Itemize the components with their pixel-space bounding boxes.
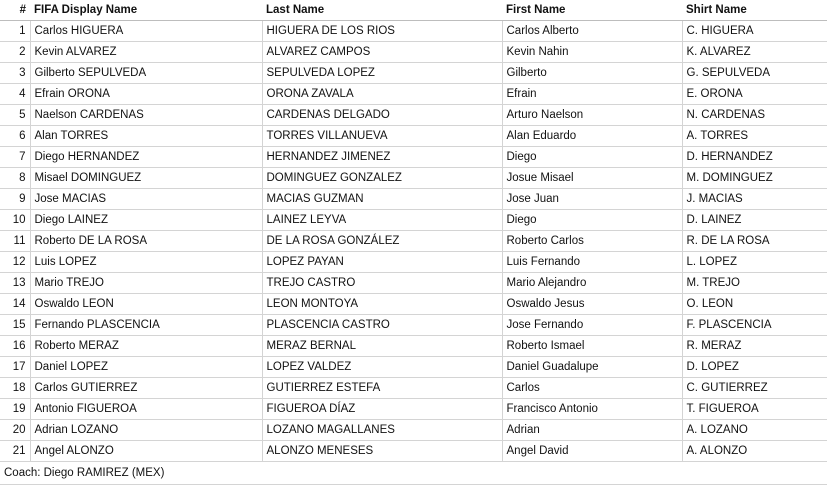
cell-fifa-display-name: Luis LOPEZ — [30, 252, 262, 273]
cell-first-name: Kevin Nahin — [502, 42, 682, 63]
cell-first-name: Arturo Naelson — [502, 105, 682, 126]
table-row — [0, 63, 827, 84]
cell-first-name: Carlos Alberto — [502, 21, 682, 42]
cell-shirt-name: G. SEPULVEDA — [682, 63, 827, 84]
cell-fifa-display-name: Naelson CARDENAS — [30, 105, 262, 126]
header-last-name: Last Name — [262, 0, 502, 21]
cell-number: 11 — [0, 231, 30, 252]
cell-number: 5 — [0, 105, 30, 126]
cell-shirt-name: C. HIGUERA — [682, 21, 827, 42]
table-row — [0, 42, 827, 63]
cell-last-name: LEON MONTOYA — [262, 294, 502, 315]
table-row — [0, 273, 827, 294]
cell-first-name: Jose Juan — [502, 189, 682, 210]
cell-fifa-display-name: Carlos GUTIERREZ — [30, 378, 262, 399]
cell-last-name: LOPEZ VALDEZ — [262, 357, 502, 378]
cell-number: 14 — [0, 294, 30, 315]
cell-number: 18 — [0, 378, 30, 399]
cell-last-name: LOPEZ PAYAN — [262, 252, 502, 273]
table-row — [0, 84, 827, 105]
cell-first-name: Diego — [502, 210, 682, 231]
table-row — [0, 378, 827, 399]
cell-shirt-name: J. MACIAS — [682, 189, 827, 210]
cell-shirt-name: L. LOPEZ — [682, 252, 827, 273]
cell-shirt-name: O. LEON — [682, 294, 827, 315]
table-row — [0, 105, 827, 126]
cell-last-name: LAINEZ LEYVA — [262, 210, 502, 231]
cell-last-name: HIGUERA DE LOS RIOS — [262, 21, 502, 42]
cell-fifa-display-name: Adrian LOZANO — [30, 420, 262, 441]
cell-last-name: HERNANDEZ JIMENEZ — [262, 147, 502, 168]
cell-first-name: Efrain — [502, 84, 682, 105]
cell-last-name: LOZANO MAGALLANES — [262, 420, 502, 441]
cell-number: 6 — [0, 126, 30, 147]
cell-first-name: Mario Alejandro — [502, 273, 682, 294]
cell-first-name: Diego — [502, 147, 682, 168]
cell-number: 8 — [0, 168, 30, 189]
cell-last-name: ORONA ZAVALA — [262, 84, 502, 105]
cell-last-name: SEPULVEDA LOPEZ — [262, 63, 502, 84]
cell-last-name: FIGUEROA DÍAZ — [262, 399, 502, 420]
cell-first-name: Luis Fernando — [502, 252, 682, 273]
cell-number: 20 — [0, 420, 30, 441]
cell-number: 1 — [0, 21, 30, 42]
cell-last-name: DE LA ROSA GONZÁLEZ — [262, 231, 502, 252]
table-row — [0, 21, 827, 42]
cell-first-name: Daniel Guadalupe — [502, 357, 682, 378]
cell-number: 19 — [0, 399, 30, 420]
cell-shirt-name: M. DOMINGUEZ — [682, 168, 827, 189]
cell-fifa-display-name: Kevin ALVAREZ — [30, 42, 262, 63]
cell-fifa-display-name: Alan TORRES — [30, 126, 262, 147]
cell-shirt-name: C. GUTIERREZ — [682, 378, 827, 399]
cell-fifa-display-name: Roberto MERAZ — [30, 336, 262, 357]
cell-number: 15 — [0, 315, 30, 336]
cell-shirt-name: A. TORRES — [682, 126, 827, 147]
cell-first-name: Carlos — [502, 378, 682, 399]
cell-first-name: Alan Eduardo — [502, 126, 682, 147]
table-row — [0, 126, 827, 147]
cell-fifa-display-name: Diego HERNANDEZ — [30, 147, 262, 168]
table-row — [0, 399, 827, 420]
table-row — [0, 147, 827, 168]
cell-fifa-display-name: Oswaldo LEON — [30, 294, 262, 315]
cell-last-name: MACIAS GUZMAN — [262, 189, 502, 210]
cell-fifa-display-name: Antonio FIGUEROA — [30, 399, 262, 420]
table-row — [0, 294, 827, 315]
table-row — [0, 231, 827, 252]
cell-number: 16 — [0, 336, 30, 357]
cell-number: 9 — [0, 189, 30, 210]
cell-shirt-name: A. LOZANO — [682, 420, 827, 441]
cell-fifa-display-name: Diego LAINEZ — [30, 210, 262, 231]
cell-first-name: Jose Fernando — [502, 315, 682, 336]
cell-shirt-name: E. ORONA — [682, 84, 827, 105]
cell-fifa-display-name: Mario TREJO — [30, 273, 262, 294]
cell-first-name: Gilberto — [502, 63, 682, 84]
cell-number: 21 — [0, 441, 30, 462]
cell-first-name: Angel David — [502, 441, 682, 462]
cell-fifa-display-name: Efrain ORONA — [30, 84, 262, 105]
cell-first-name: Roberto Carlos — [502, 231, 682, 252]
header-number: # — [0, 0, 30, 21]
cell-first-name: Adrian — [502, 420, 682, 441]
cell-fifa-display-name: Jose MACIAS — [30, 189, 262, 210]
table-row — [0, 315, 827, 336]
cell-number: 3 — [0, 63, 30, 84]
cell-fifa-display-name: Daniel LOPEZ — [30, 357, 262, 378]
cell-shirt-name: R. DE LA ROSA — [682, 231, 827, 252]
table-row — [0, 210, 827, 231]
cell-shirt-name: N. CARDENAS — [682, 105, 827, 126]
cell-fifa-display-name: Fernando PLASCENCIA — [30, 315, 262, 336]
cell-shirt-name: A. ALONZO — [682, 441, 827, 462]
header-first-name: First Name — [502, 0, 682, 21]
cell-last-name: GUTIERREZ ESTEFA — [262, 378, 502, 399]
cell-number: 12 — [0, 252, 30, 273]
cell-last-name: TREJO CASTRO — [262, 273, 502, 294]
cell-fifa-display-name: Angel ALONZO — [30, 441, 262, 462]
table-row — [0, 336, 827, 357]
table-row — [0, 441, 827, 462]
table-row — [0, 420, 827, 441]
table-row — [0, 168, 827, 189]
cell-last-name: DOMINGUEZ GONZALEZ — [262, 168, 502, 189]
cell-shirt-name: F. PLASCENCIA — [682, 315, 827, 336]
cell-fifa-display-name: Roberto DE LA ROSA — [30, 231, 262, 252]
cell-shirt-name: D. LAINEZ — [682, 210, 827, 231]
cell-number: 7 — [0, 147, 30, 168]
cell-number: 17 — [0, 357, 30, 378]
table-row — [0, 357, 827, 378]
cell-first-name: Francisco Antonio — [502, 399, 682, 420]
cell-last-name: PLASCENCIA CASTRO — [262, 315, 502, 336]
cell-shirt-name: R. MERAZ — [682, 336, 827, 357]
cell-first-name: Josue Misael — [502, 168, 682, 189]
cell-number: 4 — [0, 84, 30, 105]
cell-shirt-name: M. TREJO — [682, 273, 827, 294]
cell-last-name: MERAZ BERNAL — [262, 336, 502, 357]
table-row — [0, 252, 827, 273]
cell-shirt-name: K. ALVAREZ — [682, 42, 827, 63]
roster-body — [0, 21, 827, 462]
cell-number: 2 — [0, 42, 30, 63]
cell-shirt-name: T. FIGUEROA — [682, 399, 827, 420]
coach-row — [0, 462, 827, 485]
coach-label: Coach: Diego RAMIREZ (MEX) — [0, 462, 827, 485]
cell-fifa-display-name: Carlos HIGUERA — [30, 21, 262, 42]
header-fifa-display-name: FIFA Display Name — [30, 0, 262, 21]
cell-fifa-display-name: Misael DOMINGUEZ — [30, 168, 262, 189]
header-shirt-name: Shirt Name — [682, 0, 827, 21]
cell-last-name: ALONZO MENESES — [262, 441, 502, 462]
cell-fifa-display-name: Gilberto SEPULVEDA — [30, 63, 262, 84]
cell-number: 10 — [0, 210, 30, 231]
cell-last-name: TORRES VILLANUEVA — [262, 126, 502, 147]
cell-number: 13 — [0, 273, 30, 294]
cell-shirt-name: D. LOPEZ — [682, 357, 827, 378]
cell-first-name: Roberto Ismael — [502, 336, 682, 357]
cell-first-name: Oswaldo Jesus — [502, 294, 682, 315]
cell-shirt-name: D. HERNANDEZ — [682, 147, 827, 168]
header-row — [0, 0, 827, 21]
cell-last-name: CARDENAS DELGADO — [262, 105, 502, 126]
cell-last-name: ALVAREZ CAMPOS — [262, 42, 502, 63]
table-row — [0, 189, 827, 210]
